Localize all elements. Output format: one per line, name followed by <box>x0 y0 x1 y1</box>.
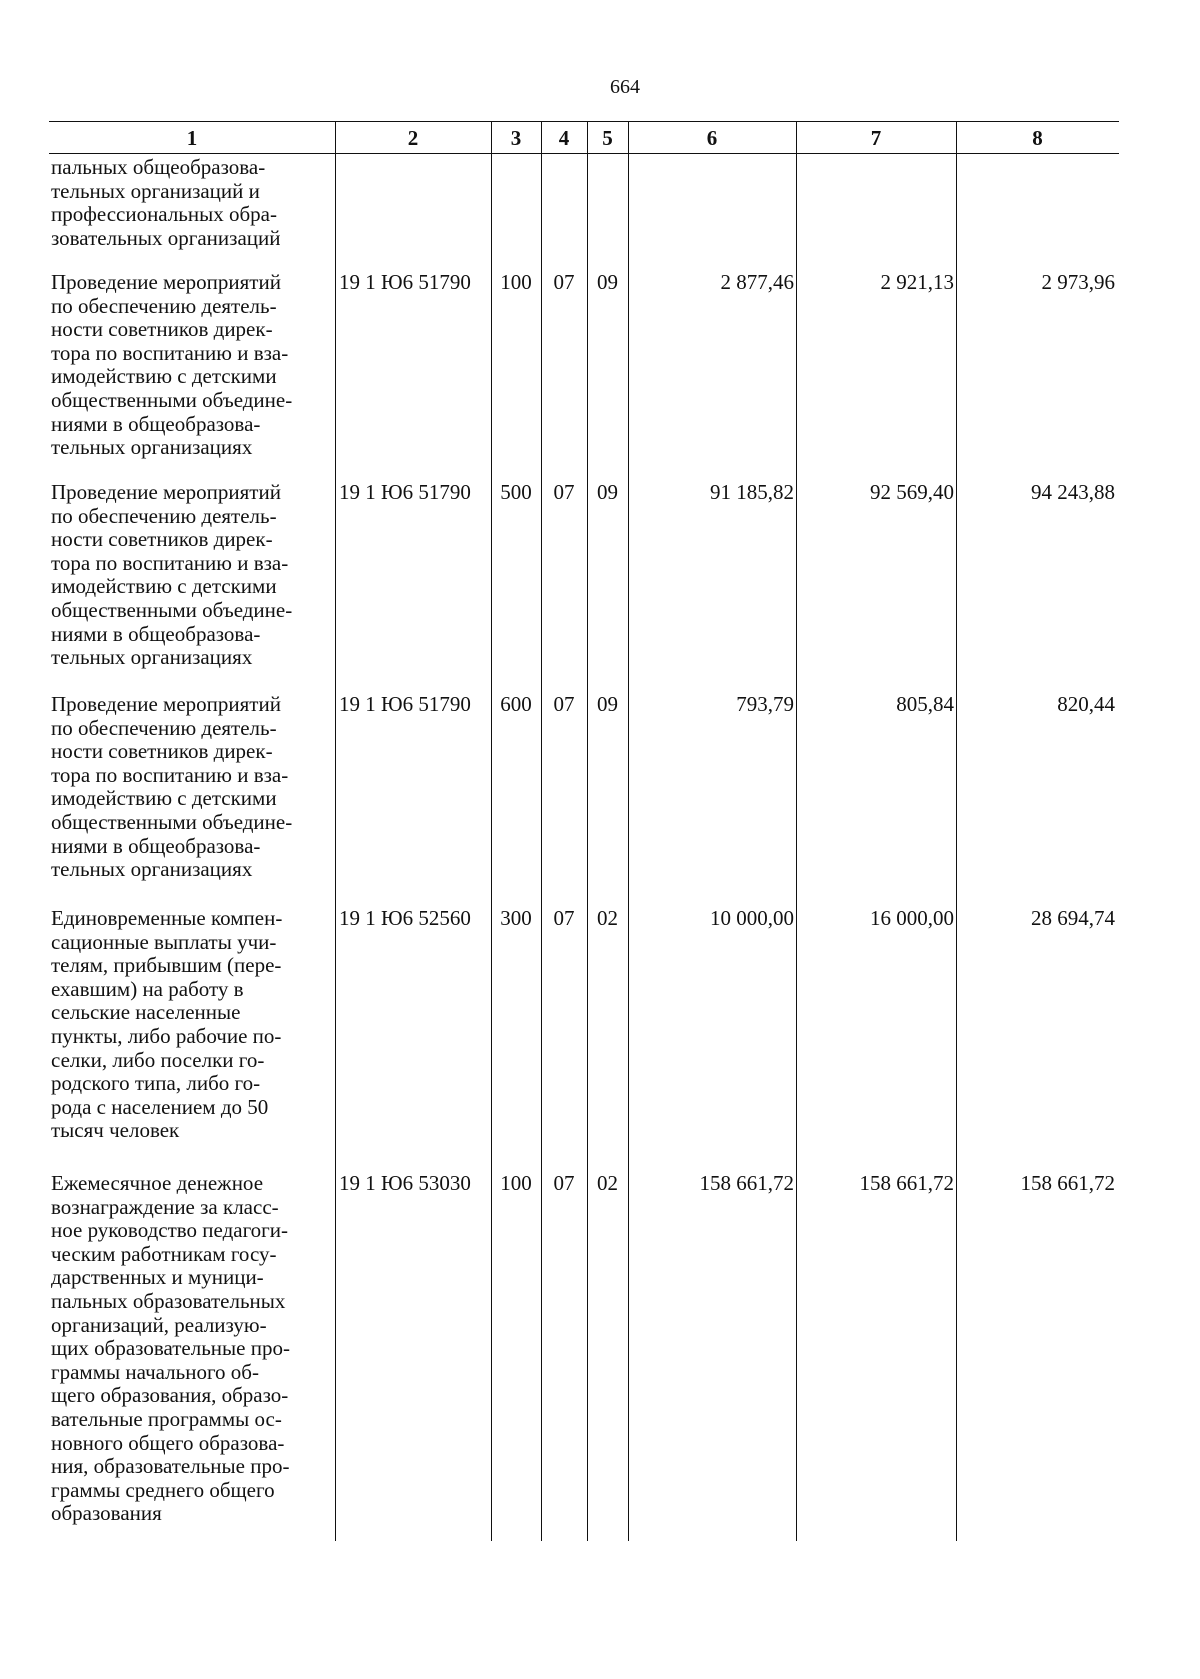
row-name: Единовременные компен- сационные выплаты учи- телям, прибывшим (пере- ехавшим) на работу в сельские населенные пункты, либо рабочие по- селки, либо поселки го- родского типа, либо го- рода с населением до 50 тысяч человек <box>51 906 283 1143</box>
row-value-6: 91 185,82 <box>710 480 794 504</box>
row-value-7: 158 661,72 <box>859 1171 954 1195</box>
row-code: 19 1 Ю6 53030 <box>339 1171 471 1195</box>
row-col-5: 02 <box>597 1171 618 1195</box>
column-divider <box>491 121 492 1541</box>
row-col-3: 500 <box>500 480 532 504</box>
row-col-3: 100 <box>500 1171 532 1195</box>
page-number: 664 <box>610 76 640 98</box>
header-bottom-rule <box>49 153 1119 154</box>
column-divider <box>956 121 957 1541</box>
continuation-text: пальных общеобразова- тельных организаций и профессиональных обра- зовательных организаций <box>51 155 281 250</box>
column-divider <box>541 121 542 1541</box>
table-top-rule <box>49 121 1119 122</box>
row-col-5: 09 <box>597 270 618 294</box>
row-value-8: 820,44 <box>1057 692 1115 716</box>
row-value-8: 158 661,72 <box>1020 1171 1115 1195</box>
header-col-5: 5 <box>602 126 613 150</box>
row-value-6: 793,79 <box>736 692 794 716</box>
row-code: 19 1 Ю6 51790 <box>339 480 471 504</box>
row-name: Проведение мероприятий по обеспечению деятель- ности советников дирек- тора по воспитанию и вза- имодействию с детскими общественными объедине- ниями в общеобразова- тельных организациях <box>51 480 293 670</box>
row-col-3: 600 <box>500 692 532 716</box>
row-col-4: 07 <box>553 1171 575 1195</box>
row-value-8: 2 973,96 <box>1041 270 1115 294</box>
row-value-6: 10 000,00 <box>710 906 794 930</box>
header-col-1: 1 <box>186 126 198 150</box>
column-divider <box>587 121 588 1541</box>
header-col-4: 4 <box>558 126 570 150</box>
row-col-5: 09 <box>597 692 618 716</box>
row-value-8: 28 694,74 <box>1031 906 1115 930</box>
row-col-4: 07 <box>553 692 575 716</box>
row-col-3: 100 <box>500 270 532 294</box>
row-value-6: 158 661,72 <box>699 1171 794 1195</box>
row-col-5: 02 <box>597 906 618 930</box>
header-col-8: 8 <box>1032 126 1043 150</box>
header-col-6: 6 <box>706 126 718 150</box>
row-name: Проведение мероприятий по обеспечению деятель- ности советников дирек- тора по воспитанию и вза- имодействию с детскими общественными объедине- ниями в общеобразова- тельных организациях <box>51 692 293 882</box>
column-divider <box>796 121 797 1541</box>
row-col-4: 07 <box>553 270 575 294</box>
header-col-2: 2 <box>407 126 419 150</box>
row-code: 19 1 Ю6 52560 <box>339 906 471 930</box>
row-col-5: 09 <box>597 480 618 504</box>
row-value-7: 16 000,00 <box>870 906 954 930</box>
row-code: 19 1 Ю6 51790 <box>339 270 471 294</box>
row-value-8: 94 243,88 <box>1031 480 1115 504</box>
row-value-7: 92 569,40 <box>870 480 954 504</box>
row-col-4: 07 <box>553 480 575 504</box>
row-value-7: 2 921,13 <box>880 270 954 294</box>
row-name: Ежемесячное денежное вознаграждение за класс- ное руководство педагоги- ческим работникам госу- дарственных и муници- пальных образовательных организаций, реализую- щих образовательные про- граммы начального об- щего образования, образо- вательные программы ос- новного общего образова- ния, образовательные про- граммы среднего общего образования <box>51 1171 290 1526</box>
row-col-3: 300 <box>500 906 532 930</box>
row-value-6: 2 877,46 <box>720 270 794 294</box>
header-col-3: 3 <box>510 126 522 150</box>
row-code: 19 1 Ю6 51790 <box>339 692 471 716</box>
header-col-7: 7 <box>870 126 882 150</box>
column-divider <box>628 121 629 1541</box>
row-col-4: 07 <box>553 906 575 930</box>
row-value-7: 805,84 <box>896 692 954 716</box>
column-divider <box>335 121 336 1541</box>
budget-table <box>49 121 1119 1541</box>
row-name: Проведение мероприятий по обеспечению деятель- ности советников дирек- тора по воспитанию и вза- имодействию с детскими общественными объедине- ниями в общеобразова- тельных организациях <box>51 270 293 460</box>
